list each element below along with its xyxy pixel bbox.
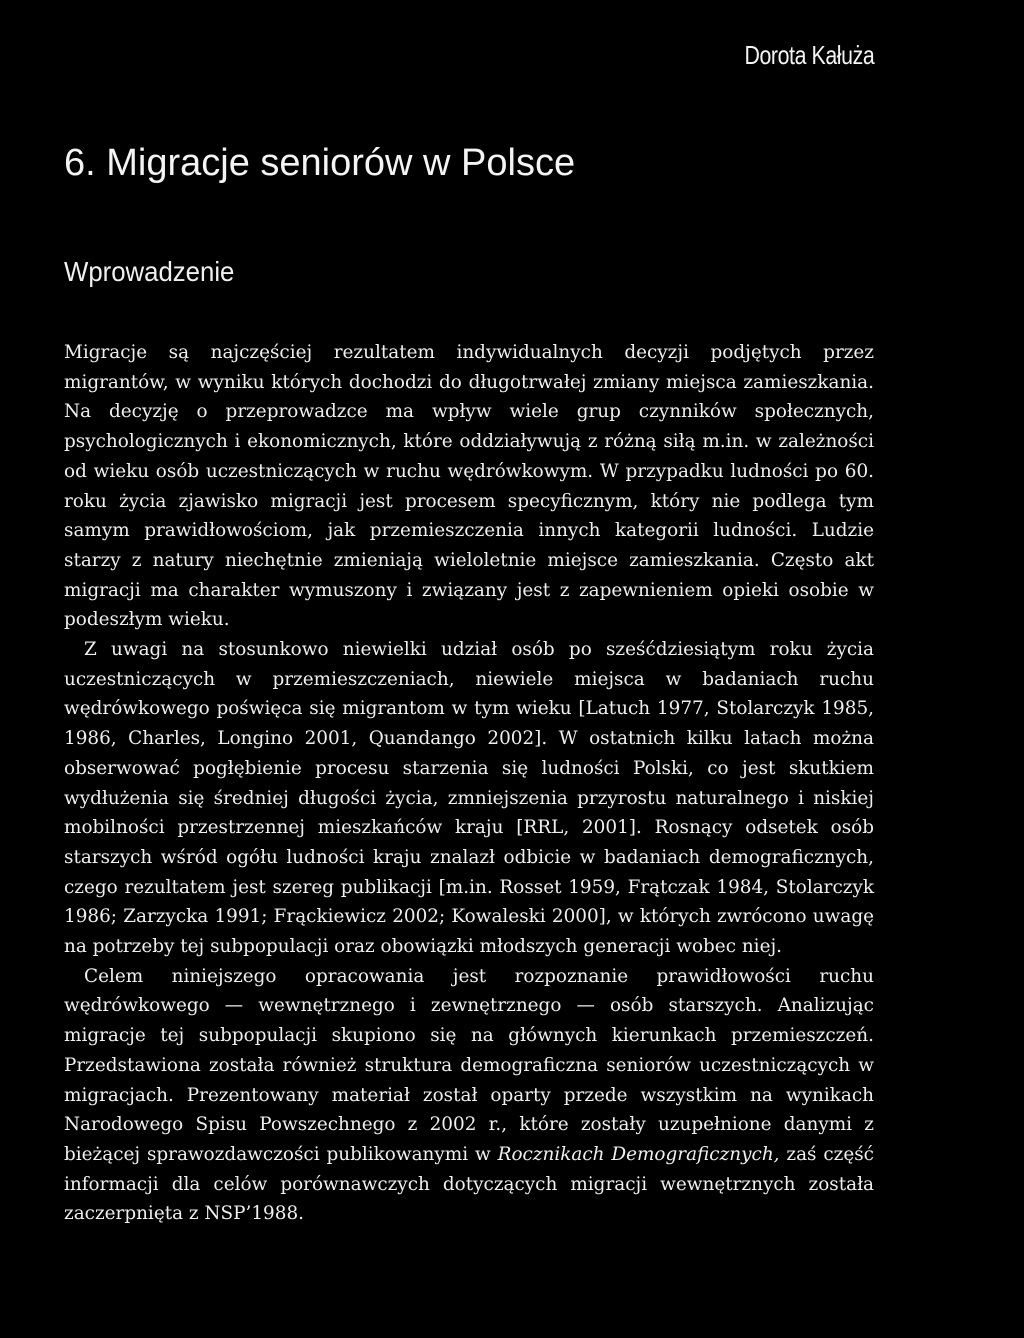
running-header-author: Dorota Kałuża bbox=[744, 40, 874, 70]
chapter-title: 6. Migracje seniorów w Polsce bbox=[64, 142, 576, 184]
body-text bbox=[64, 338, 874, 1229]
paragraph-3 bbox=[64, 962, 874, 1229]
paragraph-2-text: Z uwagi na stosunkowo niewielki udział osób po sześćdziesiątym roku życia uczestniczących w przemieszczeniach, niewiele miejsca w badaniach ruchu wędrówkowego poświęca się migrantom w tym wieku [Latuch 1977, Stolarczyk 1985, 1986, Charles, Longino 2001, Quandango 2002]. W ostatnich kilku latach można obserwować pogłębienie procesu starzenia się ludności Polski, co jest skutkiem wydłużenia się średniej długości życia, zmniejszenia przyrostu naturalnego i niskiej mobilności przestrzennej mieszkańców kraju [RRL, 2001]. Rosnący odsetek osób starszych wśród ogółu ludności kraju znalazł odbicie w badaniach demograficznych, czego rezultatem jest szereg publikacji [m.in. Rosset 1959, Frątczak 1984, Stolarczyk 1986; Zarzycka 1991; Frąckiewicz 2002; Kowaleski 2000], w których zwrócono uwagę na potrzeby tej subpopulacji oraz obowiązki młodszych generacji wobec niej. bbox=[64, 639, 874, 958]
paragraph-1: Migracje są najczęściej rezultatem indywidualnych decyzji podjętych przez migrantów, w wyniku których dochodzi do długotrwałej zmiany miejsca zamieszkania. Na decyzję o przeprowadzce ma wpływ wiele grup czynników społecznych, psychologicznych i ekonomicznych, które oddziaływują z różną siłą m.in. w zależności od wieku osób uczestniczących w ruchu wędrówkowym. W przypadku ludności po 60. roku życia zjawisko migracji jest procesem specyficznym, który nie podlega tym samym prawidłowościom, jak przemieszczenia innych kategorii ludności. Ludzie starzy z natury niechętnie zmieniają wieloletnie miejsce zamieszkania. Często akt migracji ma charakter wymuszony i związany jest z zapewnieniem opieki osobie w podeszłym wieku. bbox=[64, 342, 874, 631]
paragraph-3-text-start: Celem niniejszego opracowania jest rozpoznanie prawidłowości ruchu wędrówkowego — wewnętrznego i zewnętrznego — osób starszych. Analizując migracje tej subpopulacji skupiono się na głównych kierunkach przemieszczeń. Przedstawiona została również struktura demograficzna seniorów uczestniczących w migracjach. Prezentowany materiał został oparty przede wszystkim na wynikach Narodowego Spisu Powszechnego z 2002 r., które zostały uzupełnione danymi z bieżącej sprawozdawczości publikowanymi w bbox=[64, 965, 874, 1165]
paragraph-2 bbox=[64, 635, 874, 962]
paragraph-3-italic-title: Rocznikach Demograficznych, bbox=[497, 1143, 780, 1165]
section-title: Wprowadzenie bbox=[64, 256, 235, 287]
paragraph-3-text-end: zaś część informacji dla celów porównawczych dotyczących migracji wewnętrznych została zaczerpnięta z NSP’1988. bbox=[64, 1143, 874, 1225]
